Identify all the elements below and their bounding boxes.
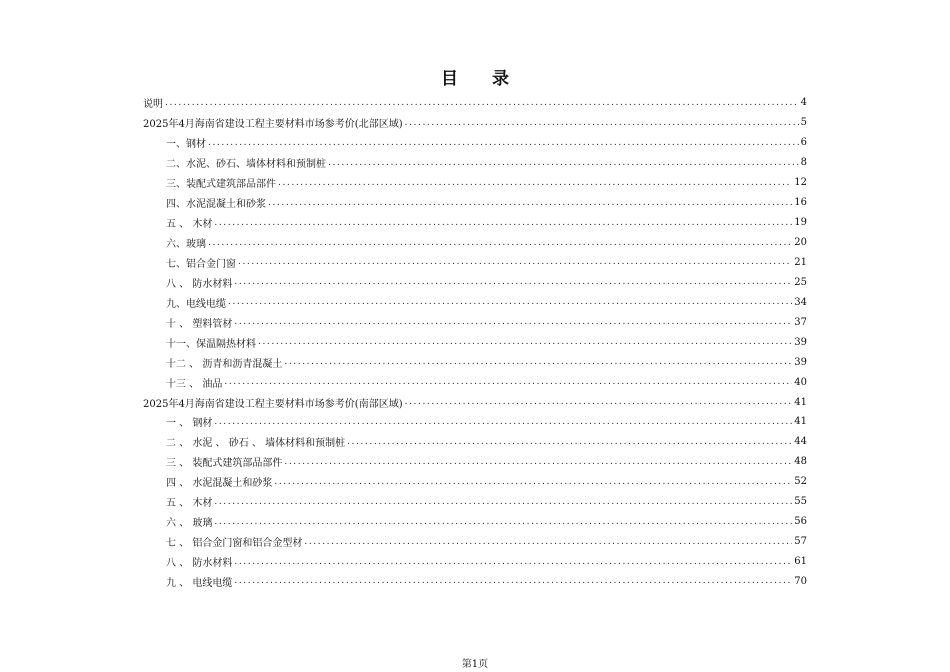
toc-dot-leader bbox=[284, 357, 792, 367]
toc-dot-leader bbox=[214, 497, 792, 507]
toc-entry-page-number: 55 bbox=[794, 496, 807, 508]
toc-dot-leader bbox=[165, 98, 799, 108]
toc-entry-label: 九 、 电线电缆 bbox=[166, 577, 233, 589]
toc-entry-page-number: 56 bbox=[794, 516, 807, 528]
page-number-footer: 第1页 bbox=[461, 659, 489, 670]
toc-entry-label: 八 、 防水材料 bbox=[166, 558, 233, 570]
toc-entry[interactable] bbox=[143, 93, 807, 113]
toc-entry[interactable] bbox=[143, 332, 807, 352]
toc-entry[interactable] bbox=[143, 173, 807, 193]
toc-dot-leader bbox=[234, 576, 792, 586]
toc-entry[interactable] bbox=[143, 213, 807, 233]
toc-entry[interactable] bbox=[143, 233, 807, 253]
toc-entry-label: 十三 、 油品 bbox=[166, 378, 223, 390]
toc-dot-leader bbox=[214, 517, 792, 527]
toc-entry-page-number: 39 bbox=[794, 336, 807, 348]
toc-entry-label: 七 、 铝合金门窗和铝合金型材 bbox=[166, 538, 303, 550]
toc-entry-label: 四 、 水泥混凝土和砂浆 bbox=[166, 478, 273, 490]
toc-dot-leader bbox=[208, 138, 799, 148]
toc-dot-leader bbox=[405, 118, 799, 128]
toc-entry-label: 六 、 玻璃 bbox=[166, 518, 213, 530]
toc-entry[interactable] bbox=[143, 512, 807, 532]
toc-dot-leader bbox=[347, 437, 792, 447]
toc-entry[interactable] bbox=[143, 552, 807, 572]
toc-entry[interactable] bbox=[143, 193, 807, 213]
toc-entry[interactable] bbox=[143, 113, 807, 133]
toc-dot-leader bbox=[234, 277, 792, 287]
page-title: 目 录 bbox=[441, 69, 523, 89]
toc-dot-leader bbox=[238, 257, 792, 267]
toc-entry-label: 五 、 木材 bbox=[166, 498, 213, 510]
toc-dot-leader bbox=[274, 477, 792, 487]
toc-entry[interactable] bbox=[143, 312, 807, 332]
toc-entry-label: 九、电线电缆 bbox=[166, 298, 226, 310]
toc-entry-label: 四、水泥混凝土和砂浆 bbox=[166, 199, 266, 211]
toc-entry-page-number: 44 bbox=[794, 436, 807, 448]
toc-dot-leader bbox=[208, 238, 792, 248]
toc-entry-label: 说明 bbox=[143, 99, 163, 111]
toc-dot-leader bbox=[214, 417, 792, 427]
toc-dot-leader bbox=[234, 557, 792, 567]
toc-entry[interactable] bbox=[143, 133, 807, 153]
toc-entry-page-number: 61 bbox=[794, 556, 807, 568]
toc-entry-page-number: 34 bbox=[794, 296, 807, 308]
toc-entry-label: 十一、保温隔热材料 bbox=[166, 338, 256, 350]
toc-entry-page-number: 20 bbox=[794, 237, 807, 249]
toc-entry-label: 2025年4月海南省建设工程主要材料市场参考价(北部区域) bbox=[143, 119, 403, 131]
toc-entry-label: 一、钢材 bbox=[166, 139, 206, 151]
toc-dot-leader bbox=[258, 337, 792, 347]
toc-dot-leader bbox=[214, 218, 792, 228]
toc-entry-page-number: 48 bbox=[794, 456, 807, 468]
toc-entry-page-number: 70 bbox=[794, 575, 807, 587]
toc-entry-label: 七、铝合金门窗 bbox=[166, 258, 236, 270]
toc-entry-label: 五 、 木材 bbox=[166, 219, 213, 231]
toc-entry-page-number: 52 bbox=[794, 476, 807, 488]
toc-entry-label: 十二 、 沥青和沥青混凝土 bbox=[166, 358, 283, 370]
toc-dot-leader bbox=[284, 457, 792, 467]
toc-dot-leader bbox=[228, 297, 792, 307]
toc-entry[interactable] bbox=[143, 352, 807, 372]
toc-entry[interactable] bbox=[143, 253, 807, 273]
toc-entry-label: 八 、 防水材料 bbox=[166, 278, 233, 290]
toc-entry-label: 一 、 钢材 bbox=[166, 418, 213, 430]
toc-entry[interactable] bbox=[143, 292, 807, 312]
toc-dot-leader bbox=[224, 377, 792, 387]
toc-entry[interactable] bbox=[143, 492, 807, 512]
toc-dot-leader bbox=[405, 397, 793, 407]
toc-entry-label: 二 、 水泥 、 砂石 、 墙体材料和预制桩 bbox=[166, 438, 346, 450]
toc-entry-page-number: 25 bbox=[794, 276, 807, 288]
toc-entry-page-number: 12 bbox=[794, 177, 807, 189]
toc-dot-leader bbox=[234, 317, 792, 327]
toc-dot-leader bbox=[328, 158, 799, 168]
toc-entry[interactable] bbox=[143, 572, 807, 592]
toc-entry[interactable] bbox=[143, 472, 807, 492]
toc-entry-page-number: 21 bbox=[794, 256, 807, 268]
toc-entry-label: 三 、 装配式建筑部品部件 bbox=[166, 458, 283, 470]
toc-entry-page-number: 6 bbox=[800, 137, 807, 149]
toc-entry-page-number: 39 bbox=[794, 356, 807, 368]
toc-entry-page-number: 8 bbox=[800, 157, 807, 169]
toc-dot-leader bbox=[304, 537, 792, 547]
toc-entry-page-number: 19 bbox=[794, 217, 807, 229]
toc-entry[interactable] bbox=[143, 432, 807, 452]
toc-dot-leader bbox=[268, 198, 792, 208]
toc-entry[interactable] bbox=[143, 532, 807, 552]
toc-entry[interactable] bbox=[143, 372, 807, 392]
toc-entry-page-number: 37 bbox=[794, 316, 807, 328]
toc-entry-page-number: 57 bbox=[794, 536, 807, 548]
toc-entry-page-number: 5 bbox=[800, 117, 807, 129]
toc-entry[interactable] bbox=[143, 452, 807, 472]
toc-entry[interactable] bbox=[143, 412, 807, 432]
toc-entry-label: 三、装配式建筑部品部件 bbox=[166, 179, 276, 191]
table-of-contents bbox=[143, 93, 807, 591]
toc-entry-label: 2025年4月海南省建设工程主要材料市场参考价(南部区域) bbox=[143, 398, 403, 410]
toc-dot-leader bbox=[278, 178, 792, 188]
toc-entry[interactable] bbox=[143, 392, 807, 412]
toc-entry-label: 六、玻璃 bbox=[166, 239, 206, 251]
toc-entry-page-number: 40 bbox=[794, 376, 807, 388]
toc-entry-page-number: 16 bbox=[794, 197, 807, 209]
toc-entry-page-number: 41 bbox=[794, 396, 807, 408]
toc-entry[interactable] bbox=[143, 153, 807, 173]
toc-entry-label: 十 、 塑料管材 bbox=[166, 318, 233, 330]
toc-entry-page-number: 4 bbox=[800, 97, 807, 109]
toc-entry-page-number: 41 bbox=[794, 416, 807, 428]
toc-entry[interactable] bbox=[143, 272, 807, 292]
toc-entry-label: 二、水泥、砂石、墙体材料和预制桩 bbox=[166, 159, 326, 171]
